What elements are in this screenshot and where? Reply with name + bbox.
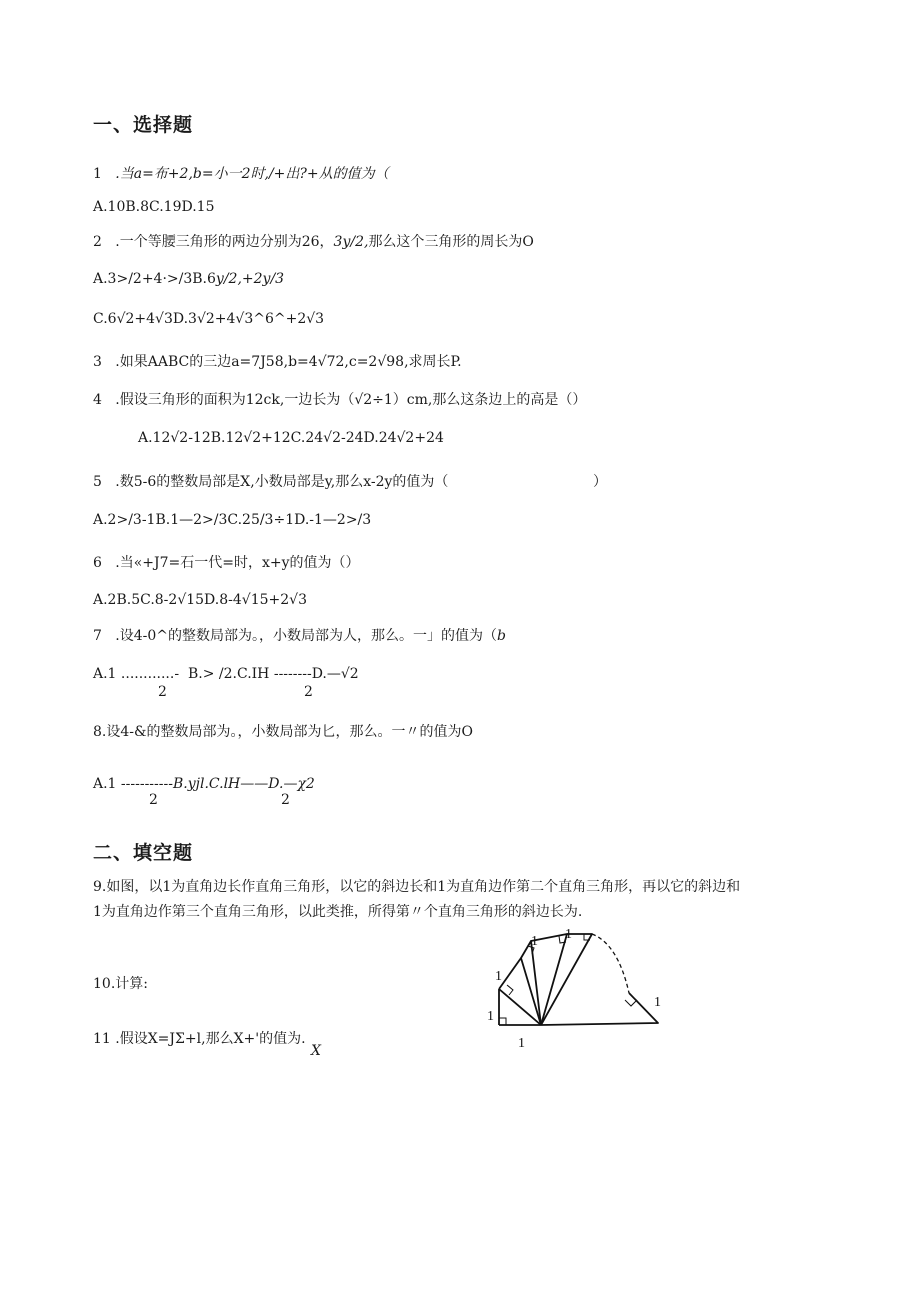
question-8: 8.设4-&的整数局部为。，小数局部为匕，那么。一〃的值为O <box>93 724 473 740</box>
question-1 <box>93 163 389 183</box>
side-label: 1 <box>531 934 538 949</box>
question-11-subscript: X <box>311 1043 321 1059</box>
question-2-options-line1 <box>93 271 284 287</box>
question-number: 2 <box>93 234 102 250</box>
triangle-edge <box>541 934 592 1025</box>
dashed-arc <box>592 934 629 993</box>
side-label: 1 <box>518 1036 525 1048</box>
side-label: 1 <box>495 969 502 984</box>
question-number: 3 <box>93 354 102 370</box>
spiral-triangles-figure <box>478 924 668 1048</box>
question-number: 1 <box>93 166 102 182</box>
question-text-tail: 那么这个三角形的周长为O <box>368 234 534 250</box>
question-7-denominator-1: 2 <box>158 684 167 700</box>
options-formula: y/2,+2y/3 <box>215 271 285 287</box>
question-6 <box>93 552 360 572</box>
question-number: 6 <box>93 555 102 571</box>
side-label: 1 <box>654 995 661 1010</box>
question-number: 5 <box>93 474 102 490</box>
triangle-edge <box>541 993 658 1025</box>
question-text: .假设三角形的面积为12ck,一边长为（√2÷1）cm,那么这条边上的高是（） <box>115 392 587 408</box>
section-title-fill: 二、填空题 <box>93 842 194 864</box>
question-text: .数5-6的整数局部是X,小数局部是y,那么x-2y的值为（ <box>115 474 449 490</box>
question-5-close-paren: ） <box>593 474 607 490</box>
question-5 <box>93 471 448 491</box>
question-6-options: A.2B.5C.8-2√15D.8-4√15+2√3 <box>93 592 307 608</box>
question-11: 11 .假设X=JΣ+l,那么X+'的值为. <box>93 1031 306 1047</box>
question-10: 10.计算: <box>93 976 148 992</box>
question-3 <box>93 351 462 371</box>
right-angle-mark <box>499 1018 506 1025</box>
question-8-options-b: B.yjl.C.lH——D.—χ2 <box>173 776 315 792</box>
question-number: 7 <box>93 628 102 644</box>
section-title-choice: 一、选择题 <box>93 114 194 136</box>
right-angle-mark <box>507 985 513 995</box>
question-text-formula: 3y/2, <box>333 234 369 250</box>
question-9-line2: 1为直角边作第三个直角三角形，以此类推，所得第〃个直角三角形的斜边长为. <box>93 904 583 920</box>
question-text: .当a=布+2,b=小一2时,/+出?+从的值为（ <box>115 166 389 182</box>
question-8-options-a: A.1 ----------- <box>93 776 173 792</box>
right-angle-mark <box>625 1000 637 1006</box>
question-text: .如果AABC的三边a=7J58,b=4√72,c=2√98,求周长P. <box>115 354 462 370</box>
options-text: A.3>/2+4·>/3B.6 <box>93 271 216 287</box>
question-8-denominator-2: 2 <box>281 792 290 808</box>
question-2 <box>93 231 534 251</box>
question-5-options: A.2>/3-1B.1—2>/3C.25/3÷1D.-1—2>/3 <box>93 512 372 528</box>
side-label: 1 <box>565 927 572 942</box>
question-7-denominator-2: 2 <box>304 684 313 700</box>
side-label: 1 <box>487 1009 494 1024</box>
question-9-line1: 9.如图，以1为直角边长作直角三角形，以它的斜边长和1为直角边作第二个直角三角形，再以它的斜边和 <box>93 879 741 895</box>
question-7-options-a: A.1 ............- <box>93 666 180 682</box>
question-4 <box>93 389 586 409</box>
question-text-var: b <box>497 628 506 644</box>
question-text: .设4-0^的整数局部为。，小数局部为人，那么。一」的值为（ <box>115 628 498 644</box>
question-2-options-line2: C.6√2+4√3D.3√2+4√3^6^+2√3 <box>93 311 325 327</box>
question-4-options: A.12√2-12B.12√2+12C.24√2-24D.24√2+24 <box>138 430 444 446</box>
question-8-denominator-1: 2 <box>149 792 158 808</box>
question-7-options-b: B.> /2.C.IH --------D.—√2 <box>188 666 359 682</box>
question-text: .当«+J7=石一代=时，x+y的值为（） <box>115 555 360 571</box>
question-1-options: A.10B.8C.19D.15 <box>93 199 215 215</box>
question-number: 4 <box>93 392 102 408</box>
question-7 <box>93 625 506 645</box>
question-text: .一个等腰三角形的两边分别为26， <box>115 234 334 250</box>
